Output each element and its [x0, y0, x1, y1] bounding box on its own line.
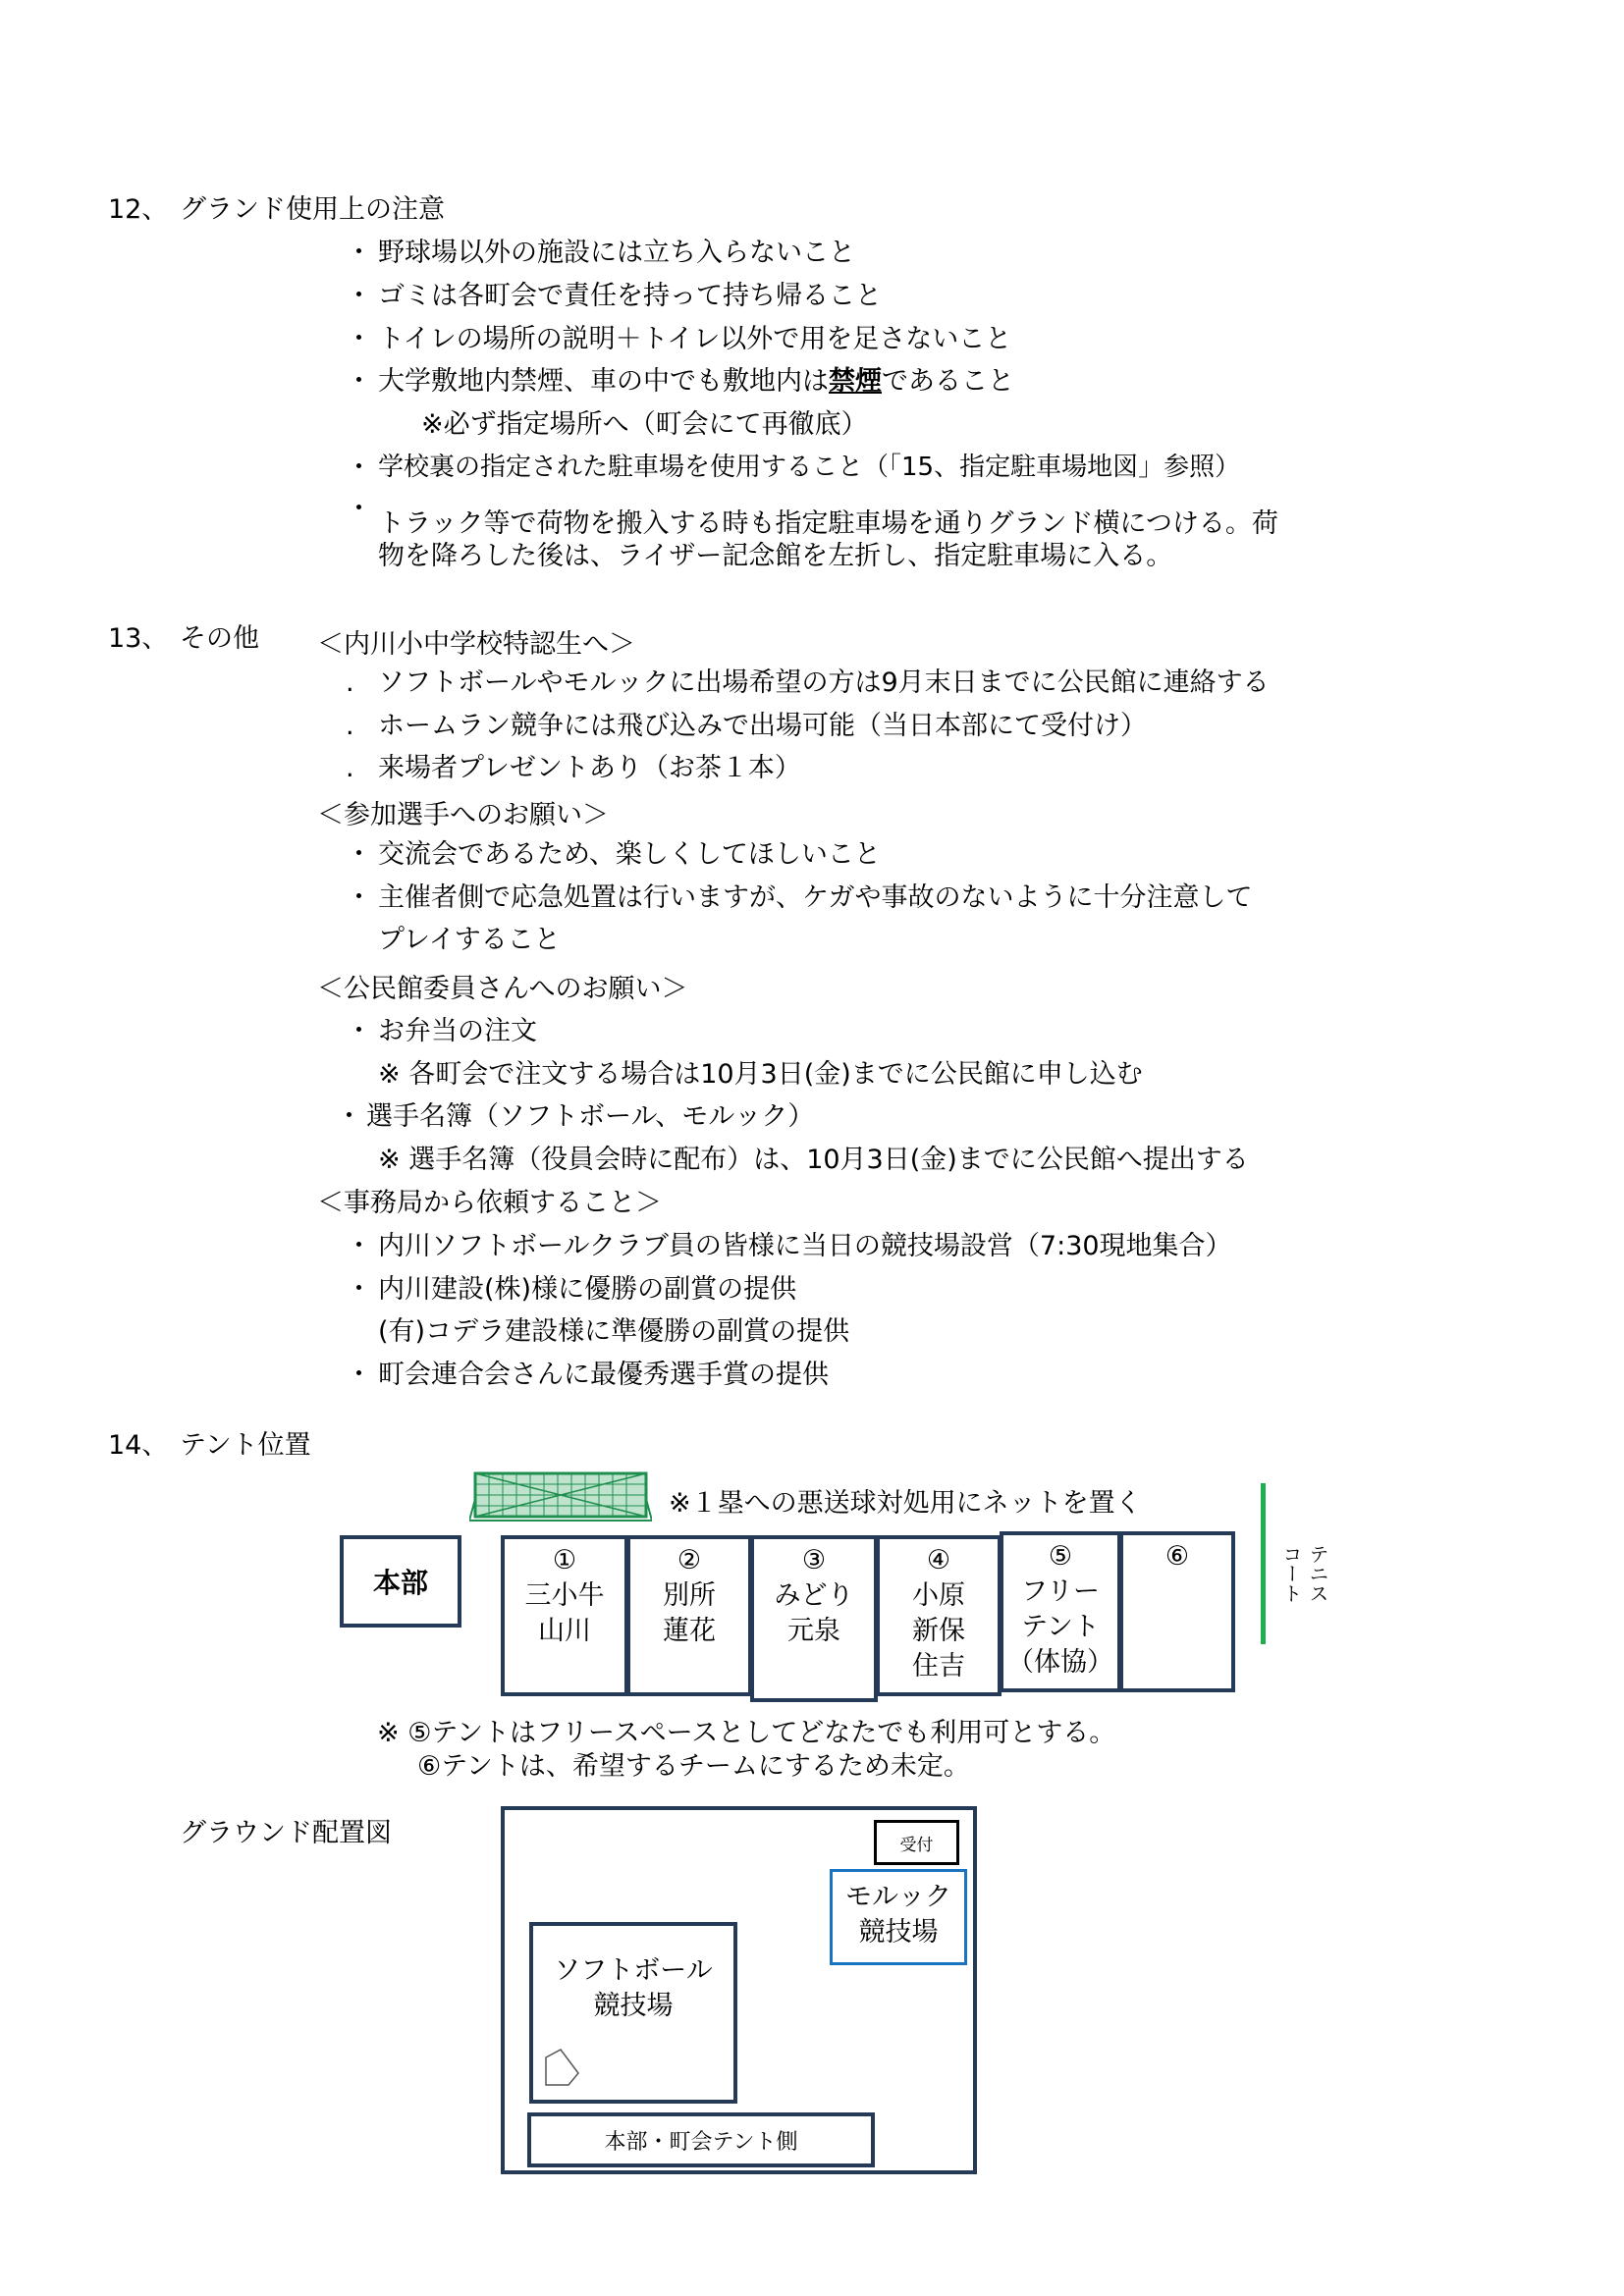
subsection-heading: ＜事務局から依頼すること＞ [317, 1188, 662, 1218]
bullet: . [346, 711, 354, 741]
list-item: プレイすること [378, 925, 561, 955]
section-14-number: 14、 [108, 1430, 169, 1461]
bullet: ・ [346, 839, 372, 870]
section-12-number: 12、 [108, 194, 169, 225]
tent-label: 蓮花 [663, 1616, 716, 1646]
tent-label: ⑤ [1048, 1541, 1073, 1572]
list-item: ホームラン競争には飛び込みで出場可能（当日本部にて受付け） [378, 711, 1147, 741]
tent-6 [1119, 1531, 1235, 1692]
bullet: ・ [346, 1360, 372, 1390]
ground-map-title: グラウンド配置図 [180, 1818, 392, 1848]
home-plate-icon [541, 2048, 584, 2091]
text: であること [882, 366, 1014, 397]
bullet: ・ [346, 1231, 372, 1261]
tennis-label-1: テニス [1306, 1544, 1329, 1603]
list-item-smoking [378, 368, 1014, 395]
list-item: お弁当の注文 [378, 1016, 537, 1046]
tennis-label-2: コート [1279, 1544, 1303, 1603]
note: ※必ず指定場所へ（町会にて再徹底） [421, 409, 868, 440]
bullet: ・ [346, 453, 372, 483]
list-item: 野球場以外の施設には立ち入らないこと [378, 238, 855, 268]
bullet: ・ [346, 1274, 372, 1305]
tent-note-1: ※ ⑤テントはフリースペースとしてどなたでも利用可とする。 [377, 1718, 1116, 1748]
tent-label: 住吉 [912, 1651, 965, 1682]
headquarters-box: 本部 [340, 1535, 461, 1628]
tent-label [1123, 1575, 1231, 1610]
list-item: ※ 各町会で注文する場合は10月3日(金)までに公民館に申し込む [378, 1059, 1143, 1090]
section-12-title: グランド使用上の注意 [180, 194, 445, 225]
subsection-heading: ＜公民館委員さんへのお願い＞ [317, 974, 688, 1004]
tent-label: フリー [1021, 1576, 1100, 1607]
list-item: ※ 選手名簿（役員会時に配布）は、10月3日(金)までに公民館へ提出する [378, 1145, 1249, 1175]
tent-label [1123, 1645, 1231, 1681]
tent-4 [876, 1535, 1001, 1696]
section-13-number: 13、 [108, 623, 169, 654]
molkky-area [830, 1869, 967, 1965]
softball-area [529, 1922, 737, 2104]
tent-label: ③ [801, 1545, 827, 1575]
bullet: ・ [346, 238, 372, 268]
bullet: ・ [346, 494, 372, 524]
molkky-label-2: 競技場 [858, 1917, 939, 1948]
tent-label [754, 1649, 874, 1684]
net-note: ※１塁への悪送球対処用にネットを置く [669, 1488, 1142, 1519]
subsection-heading: ＜内川小中学校特認生へ＞ [317, 629, 635, 660]
tent-1 [501, 1535, 628, 1696]
tent-label: ⑥ [1164, 1541, 1190, 1572]
tent-label [630, 1649, 748, 1684]
list-item: ゴミは各町会で責任を持って持ち帰ること [378, 281, 882, 311]
bullet: ・ [346, 324, 372, 354]
tent-2 [626, 1535, 752, 1696]
tent-3 [750, 1535, 878, 1702]
tent-label: ① [552, 1545, 577, 1575]
list-item: 選手名簿（ソフトボール、モルック） [366, 1101, 815, 1132]
tent-label [505, 1649, 624, 1684]
tent-label: （体協） [1007, 1647, 1113, 1678]
tent-label: 山川 [538, 1616, 591, 1646]
list-item: 来場者プレゼントあり（お茶１本） [378, 753, 801, 783]
list-item-cont: 物を降ろした後は、ライザー記念館を左折し、指定駐車場に入る。 [378, 541, 1173, 571]
tent-label: 小原 [912, 1580, 965, 1611]
tent-label: みどり [774, 1580, 854, 1611]
tent-label [1123, 1610, 1231, 1645]
tent-label: テント [1021, 1612, 1100, 1642]
list-item: 内川ソフトボールクラブ員の皆様に当日の競技場設営（7:30現地集合） [378, 1231, 1232, 1261]
bullet: ・ [346, 281, 372, 311]
tent-note-2: ⑥テントは、希望するチームにするため未定。 [417, 1751, 970, 1782]
bullet: . [346, 753, 354, 783]
list-item: 交流会であるため、楽しくしてほしいこと [378, 839, 881, 870]
tent-label: ④ [926, 1545, 951, 1575]
text: 大学敷地内禁煙、車の中でも敷地内は [378, 366, 829, 397]
bullet: ・ [336, 1101, 362, 1132]
tent-side-label: 本部・町会テント側 [527, 2112, 875, 2167]
net-icon [469, 1469, 652, 1524]
softball-label-2: 競技場 [593, 1991, 674, 2021]
tent-label: 別所 [663, 1580, 716, 1611]
tennis-court-line [1261, 1483, 1266, 1644]
emphasis: 禁煙 [829, 366, 882, 397]
tent-label: 新保 [912, 1616, 965, 1646]
tent-5 [1000, 1531, 1121, 1692]
bullet: ・ [346, 882, 372, 913]
list-item: (有)コデラ建設様に準優勝の副賞の提供 [378, 1316, 850, 1347]
list-item: 学校裏の指定された駐車場を使用すること（「15、指定駐車場地図」参照） [378, 453, 1241, 482]
bullet: ・ [346, 1016, 372, 1046]
list-item: トラック等で荷物を搬入する時も指定駐車場を通りグランド横につける。荷 [378, 508, 1278, 539]
list-item: ソフトボールやモルックに出場希望の方は9月末日までに公民館に連絡する [378, 667, 1270, 698]
section-13-title: その他 [180, 623, 259, 654]
list-item: 内川建設(株)様に優勝の副賞の提供 [378, 1274, 797, 1305]
bullet: ・ [346, 366, 372, 397]
softball-label-1: ソフトボール [554, 1955, 713, 1986]
tent-label: 三小牛 [524, 1580, 605, 1611]
bullet: . [346, 667, 354, 698]
tent-label: 元泉 [787, 1616, 840, 1646]
reception-box: 受付 [874, 1820, 959, 1865]
list-item: 町会連合会さんに最優秀選手賞の提供 [378, 1360, 829, 1390]
molkky-label-1: モルック [845, 1882, 951, 1912]
list-item: 主催者側で応急処置は行いますが、ケガや事故のないように十分注意して [378, 882, 1253, 913]
section-14-title: テント位置 [180, 1430, 311, 1461]
subsection-heading: ＜参加選手へのお願い＞ [317, 800, 609, 830]
tent-label: ② [677, 1545, 702, 1575]
list-item: トイレの場所の説明＋トイレ以外で用を足さないこと [378, 324, 1012, 354]
